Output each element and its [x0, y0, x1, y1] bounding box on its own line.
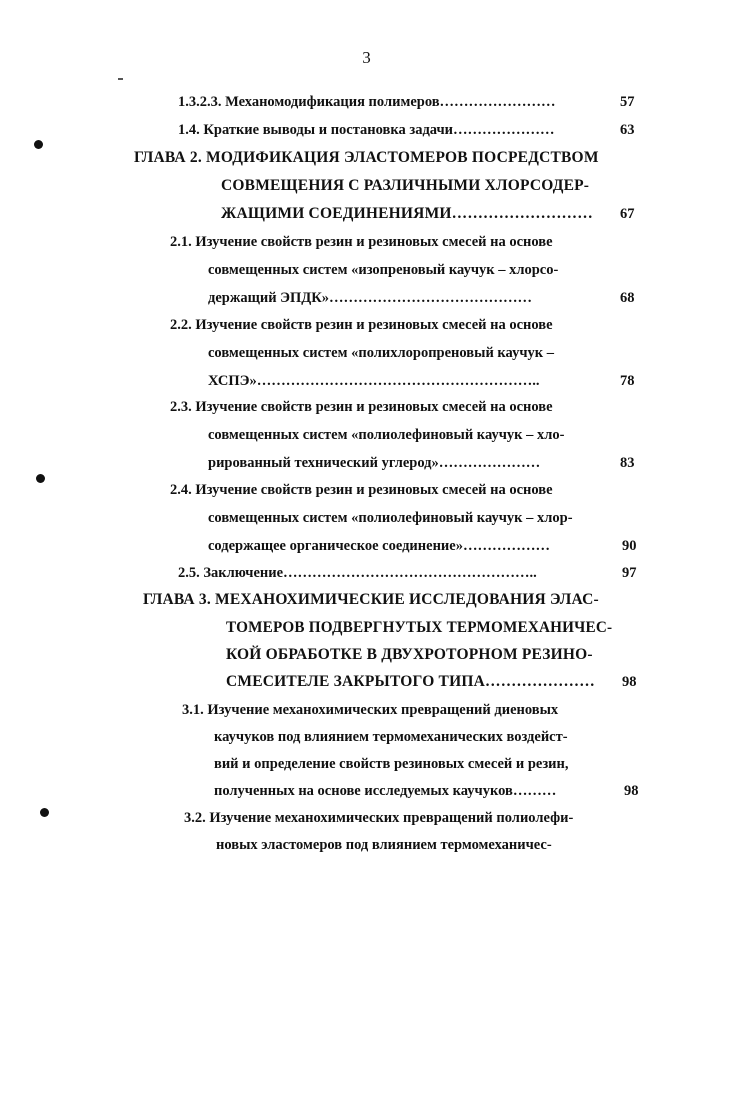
toc-entry-line: совмещенных систем «полиолефиновый каучук – хло-	[208, 427, 565, 443]
toc-page-number: 98	[624, 783, 639, 799]
toc-page-number: 67	[620, 206, 635, 222]
toc-chapter-line: ГЛАВА 2. МОДИФИКАЦИЯ ЭЛАСТОМЕРОВ ПОСРЕДСТВОМ	[134, 149, 599, 166]
toc-page-number: 98	[622, 674, 637, 690]
binding-hole-mark	[34, 140, 43, 149]
toc-entry-line: 1.4. Краткие выводы и постановка задачи…………………	[178, 122, 555, 138]
toc-page-number: 90	[622, 538, 637, 554]
toc-entry-line: вий и определение свойств резиновых смесей и резин,	[214, 756, 569, 772]
toc-entry-line: 2.1. Изучение свойств резин и резиновых смесей на основе	[170, 234, 553, 250]
toc-entry-line: 2.5. Заключение……………………………………………..	[178, 565, 537, 581]
toc-entry-line: совмещенных систем «полихлоропреновый каучук –	[208, 345, 554, 361]
toc-entry-line: полученных на основе исследуемых каучуков………	[214, 783, 557, 799]
toc-page-number: 97	[622, 565, 637, 581]
toc-chapter-line: ТОМЕРОВ ПОДВЕРГНУТЫХ ТЕРМОМЕХАНИЧЕС-	[226, 619, 613, 636]
toc-entry-line: новых эластомеров под влиянием термомеханичес-	[216, 837, 552, 853]
toc-chapter-line: ЖАЩИМИ СОЕДИНЕНИЯМИ………………………	[221, 205, 593, 222]
scan-mark	[118, 78, 123, 80]
toc-entry-line: содержащее органическое соединение»………………	[208, 538, 550, 554]
toc-entry-line: 3.1. Изучение механохимических превращений диеновых	[182, 702, 559, 718]
toc-entry-line: совмещенных систем «изопреновый каучук – хлорсо-	[208, 262, 559, 278]
binding-hole-mark	[40, 808, 49, 817]
toc-entry-line: держащий ЭПДК»……………………………………	[208, 290, 533, 306]
toc-entry-line: совмещенных систем «полиолефиновый каучук – хлор-	[208, 510, 573, 526]
toc-chapter-line: СОВМЕЩЕНИЯ С РАЗЛИЧНЫМИ ХЛОРСОДЕР-	[221, 177, 590, 194]
toc-page-number: 63	[620, 122, 635, 138]
toc-entry-line: ХСПЭ»…………………………………………………..	[208, 373, 540, 389]
toc-entry-line: 2.3. Изучение свойств резин и резиновых смесей на основе	[170, 399, 553, 415]
toc-chapter-line: СМЕСИТЕЛЕ ЗАКРЫТОГО ТИПА…………………	[226, 673, 595, 690]
toc-entry-line: 2.4. Изучение свойств резин и резиновых смесей на основе	[170, 482, 553, 498]
toc-page-number: 83	[620, 455, 635, 471]
toc-entry-line: каучуков под влиянием термомеханических воздейст-	[214, 729, 568, 745]
toc-entry-line: 3.2. Изучение механохимических превращений полиолефи-	[184, 810, 574, 826]
toc-chapter-line: КОЙ ОБРАБОТКЕ В ДВУХРОТОРНОМ РЕЗИНО-	[226, 646, 593, 663]
page-number: 3	[362, 48, 371, 67]
toc-page-number: 57	[620, 94, 635, 110]
toc-chapter-line: ГЛАВА 3. МЕХАНОХИМИЧЕСКИЕ ИССЛЕДОВАНИЯ ЭЛАС-	[143, 591, 599, 608]
toc-entry-line: 1.3.2.3. Механомодификация полимеров……………………	[178, 94, 556, 110]
toc-page-number: 78	[620, 373, 635, 389]
toc-entry-line: 2.2. Изучение свойств резин и резиновых смесей на основе	[170, 317, 553, 333]
binding-hole-mark	[36, 474, 45, 483]
toc-entry-line: рированный технический углерод»…………………	[208, 455, 541, 471]
toc-page-number: 68	[620, 290, 635, 306]
